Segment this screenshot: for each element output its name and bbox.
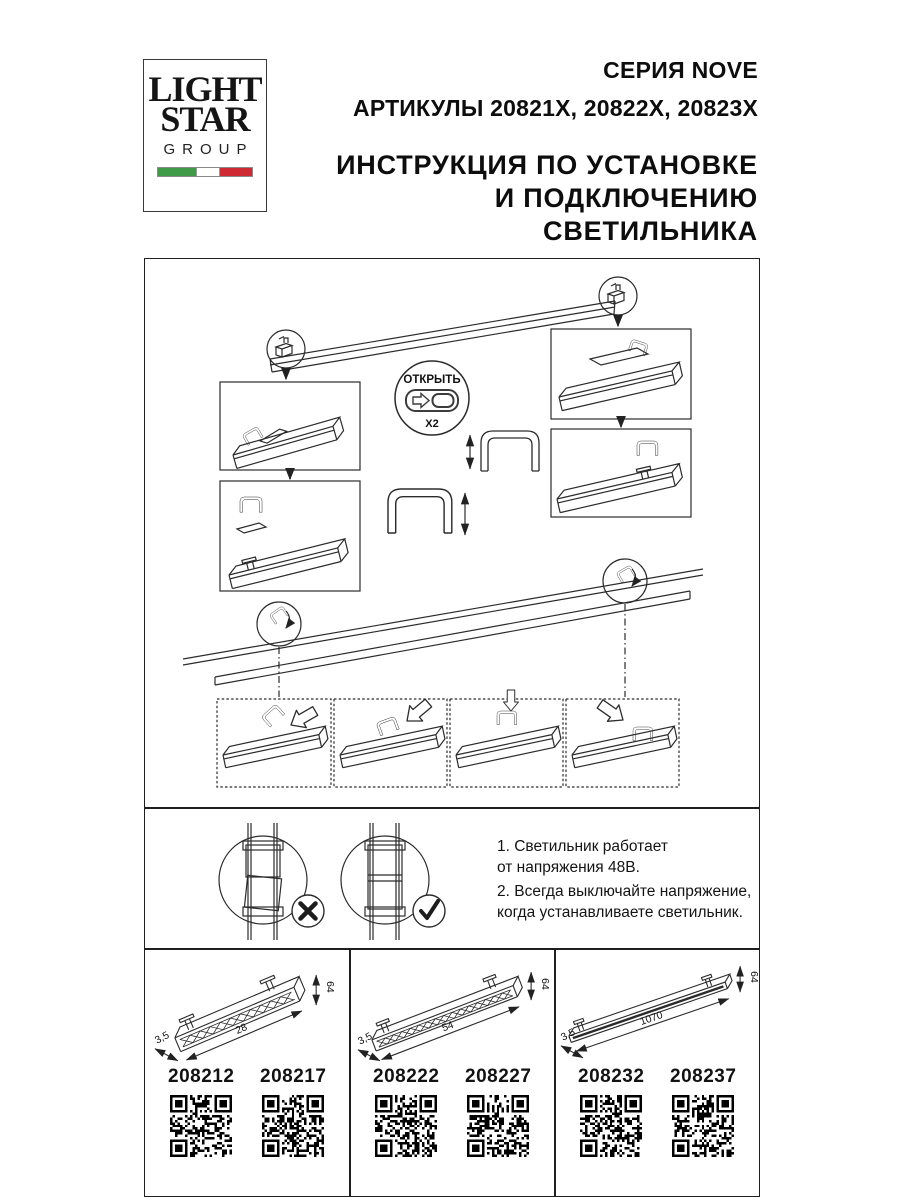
depth-dim-label: 3,5 [559, 1027, 578, 1044]
rotate-arrow-icon [286, 611, 290, 628]
article-code: 208222 [373, 1066, 440, 1087]
series-label: СЕРИЯ NOVE [603, 57, 758, 83]
qr-code-208232 [580, 1095, 642, 1157]
height-dim-label: 64 [748, 971, 759, 983]
lightstar-logo [143, 59, 267, 212]
mounting-clip-icon-a [470, 431, 539, 471]
article-block [465, 1066, 531, 1162]
flag-red-segment [220, 168, 252, 176]
article-code: 208227 [465, 1066, 532, 1087]
sequence-step-3 [455, 690, 563, 768]
article-code: 208212 [168, 1066, 235, 1087]
product-panel-1 [145, 948, 349, 1196]
rotate-arrow-icon [632, 569, 636, 586]
flag-green-segment [158, 168, 196, 176]
open-label: ОТКРЫТЬ [403, 374, 461, 386]
article-code: 208232 [578, 1066, 645, 1087]
magnifier-track-end-right [599, 277, 637, 315]
length-dim-label: 28 [234, 1022, 250, 1037]
articles-label: АРТИКУЛЫ 20821X, 20822X, 20823X [353, 95, 758, 121]
mounting-clip-icon-b [388, 489, 465, 535]
note-line: 2. Всегда выключайте напряжение, [497, 883, 752, 900]
track-rail-top [270, 301, 615, 372]
qr-code-208227 [467, 1095, 529, 1157]
note-line: от напряжения 48В. [497, 859, 640, 876]
wrong-alignment-circle [219, 823, 307, 940]
magnifier-clip-left [257, 602, 301, 646]
product-drawing-208222 [350, 948, 554, 1066]
product-drawing-208212 [145, 948, 349, 1066]
page-title-line1: ИНСТРУКЦИЯ ПО УСТАНОВКЕ [336, 150, 758, 180]
check-mark-badge [413, 895, 445, 927]
product-panel-3 [555, 948, 759, 1196]
height-dim-label: 64 [539, 978, 551, 990]
product-panel-2 [350, 948, 554, 1196]
magnifier-clip-right [603, 559, 647, 603]
open-count-label: X2 [425, 418, 439, 430]
qr-code-208237 [672, 1095, 734, 1157]
detail-box-cover-lift [551, 329, 691, 419]
logo-word-star: STAR [160, 99, 250, 139]
content-frame [144, 258, 760, 1197]
article-code: 208237 [670, 1066, 737, 1087]
correct-alignment-circle [341, 823, 429, 940]
article-block [260, 1066, 326, 1162]
note-line: когда устанавливаете светильник. [497, 904, 743, 921]
note-line: 1. Светильник работает [497, 838, 668, 855]
qr-code-208222 [375, 1095, 437, 1157]
qr-code-208217 [262, 1095, 324, 1157]
article-block [168, 1066, 234, 1162]
slide-arrow-icon [413, 394, 429, 408]
length-dim-label: 54 [440, 1019, 456, 1035]
detail-box-clip-insert-left [220, 481, 360, 591]
installation-diagram [145, 259, 759, 807]
product-drawing-208232 [555, 948, 759, 1066]
article-block [670, 1066, 736, 1162]
detail-box-connector-open [220, 382, 360, 470]
length-dim-label: 1070 [638, 1010, 665, 1028]
x-mark-badge [292, 895, 324, 927]
sequence-step-1 [222, 702, 330, 767]
italian-flag-icon [157, 167, 253, 177]
article-code: 208217 [260, 1066, 327, 1087]
article-block [578, 1066, 644, 1162]
sequence-step-2 [339, 695, 447, 767]
flag-white-segment [196, 168, 220, 176]
safety-notes [497, 836, 759, 923]
logo-word-group: GROUP [163, 141, 254, 158]
logo-word-light: LIGHT [148, 69, 262, 109]
sequence-step-4 [571, 696, 679, 768]
height-dim-label: 64 [324, 981, 336, 993]
page-title [320, 149, 758, 248]
detail-box-clip-insert-right [551, 429, 691, 517]
header-text [320, 57, 758, 248]
depth-dim-label: 3,5 [153, 1030, 172, 1047]
page-title-line2: И ПОДКЛЮЧЕНИЮ СВЕТИЛЬНИКА [494, 183, 758, 246]
depth-dim-label: 3,5 [356, 1031, 375, 1048]
article-block [373, 1066, 439, 1162]
qr-code-208212 [170, 1095, 232, 1157]
